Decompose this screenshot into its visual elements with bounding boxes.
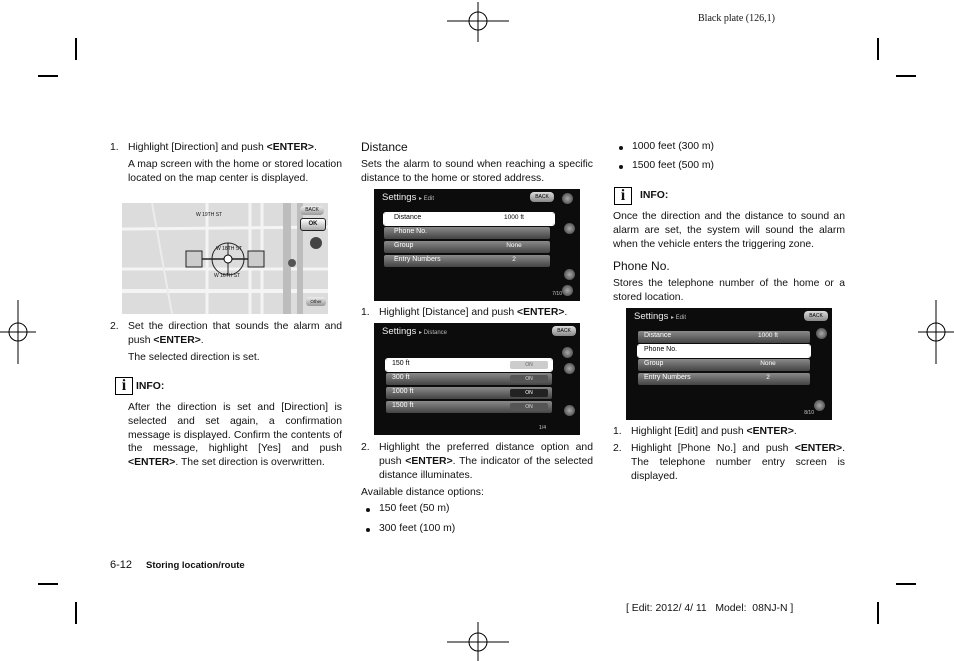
distance-option-item: 1000 feet (300 m): [632, 141, 715, 152]
crop-mark: [877, 602, 879, 624]
edit-info: [ Edit: 2012/ 4/ 11 Model: 08NJ-N ]: [626, 603, 794, 614]
plate-label: Black plate (126,1): [698, 13, 775, 24]
section-footer: Storing location/route: [146, 560, 245, 571]
col1-info-text: After the direction is set and [Direction] is selected and set again, a confirmation message is displayed. Confirm the contents of the message, highlight [Yes] and push <ENTER>. The set direction is overwritten.: [128, 402, 342, 469]
section-heading-distance: Distance: [361, 140, 408, 154]
menu-row-group[interactable]: Group None: [638, 359, 810, 371]
distance-option-item: 150 feet (50 m): [379, 503, 450, 514]
menu-row-entry-numbers[interactable]: Entry Numbers 2: [384, 255, 550, 267]
option-row-300ft[interactable]: 300 ft ON: [386, 373, 552, 385]
scroll-up-icon[interactable]: [816, 328, 827, 339]
page-indicator: 8/10: [804, 410, 814, 416]
scroll-up-icon[interactable]: [564, 363, 575, 374]
menu-row-group[interactable]: Group None: [384, 241, 550, 253]
menu-row-distance[interactable]: Distance 1000 ft: [384, 213, 554, 225]
map-street-label: W 16TH ST: [214, 273, 241, 279]
scroll-down-icon[interactable]: [564, 269, 575, 280]
back-button[interactable]: BACK: [552, 326, 576, 336]
screen-title: Settings ▸ Distance: [382, 326, 447, 337]
scroll-up-icon[interactable]: [562, 193, 573, 204]
info-icon: i: [115, 377, 133, 395]
section-heading-phone: Phone No.: [613, 259, 670, 273]
info-label: INFO:: [136, 381, 165, 392]
crop-mark: [877, 38, 879, 60]
col3-step2: 2. Highlight [Phone No.] and push <ENTER>. The telephone number entry screen is displayed.: [613, 443, 845, 482]
registration-mark-right: [918, 300, 954, 364]
col1-step2: 2. Set the direction that sounds the alarm and push <ENTER>.: [110, 321, 342, 346]
crop-mark: [38, 583, 58, 585]
distance-options-intro: Available distance options:: [361, 487, 484, 498]
scroll-down-icon[interactable]: [562, 285, 573, 296]
phone-intro: Stores the telephone number of the home or a stored location.: [613, 278, 845, 303]
crop-mark: [38, 75, 58, 77]
scroll-up-icon[interactable]: [562, 347, 573, 358]
crop-mark: [75, 38, 77, 60]
crop-mark: [75, 602, 77, 624]
back-button[interactable]: BACK: [804, 311, 828, 321]
col3-info-text: Once the direction and the distance to sound an alarm are set, the system will sound the alarm when the vehicle enters the triggering zone.: [613, 211, 845, 250]
col3-step1: 1. Highlight [Edit] and push <ENTER>.: [613, 426, 797, 437]
menu-row-entry-numbers[interactable]: Entry Numbers 2: [638, 373, 810, 385]
page-indicator: 1/4: [539, 425, 546, 431]
back-button[interactable]: BACK: [530, 192, 554, 202]
screen-title: Settings ▸ Edit: [382, 192, 434, 203]
map-street-label: W 18TH ST: [216, 246, 243, 252]
map-other-button[interactable]: Other: [306, 297, 326, 306]
scroll-down-icon[interactable]: [564, 405, 575, 416]
col2-step2: 2. Highlight the preferred distance option and push <ENTER>. The indicator of the selected distance illuminates.: [361, 442, 594, 481]
scroll-up-icon[interactable]: [564, 223, 575, 234]
col2-step1: 1. Highlight [Distance] and push <ENTER>.: [361, 307, 568, 318]
map-ok-button[interactable]: OK: [300, 218, 326, 231]
distance-intro: Sets the alarm to sound when reaching a specific distance to the home or stored address.: [361, 159, 593, 184]
settings-edit-screen: [626, 308, 832, 420]
distance-option-item: 300 feet (100 m): [379, 523, 456, 534]
registration-mark-left: [0, 300, 36, 364]
info-label: INFO:: [640, 190, 669, 201]
col1-step2-desc: The selected direction is set.: [128, 352, 260, 363]
settings-edit-screen: [374, 189, 580, 301]
page-indicator: 7/10: [552, 291, 562, 297]
menu-row-phone[interactable]: Phone No.: [384, 227, 550, 239]
direction-map-screen: [122, 203, 328, 314]
info-icon: i: [614, 187, 632, 205]
menu-row-distance[interactable]: Distance 1000 ft: [638, 331, 810, 343]
screen-title: Settings ▸ Edit: [634, 311, 686, 322]
page-number: 6-12: [110, 559, 133, 571]
registration-mark-top: [447, 2, 509, 42]
settings-distance-screen: [374, 323, 580, 435]
crop-mark: [896, 583, 916, 585]
scroll-down-icon[interactable]: [814, 400, 825, 411]
option-row-150ft[interactable]: 150 ft ON: [386, 359, 552, 371]
map-back-button[interactable]: BACK: [300, 206, 324, 215]
distance-option-item: 1500 feet (500 m): [632, 160, 715, 171]
crop-mark: [896, 75, 916, 77]
col1-step1: 1. Highlight [Direction] and push <ENTER>.: [110, 142, 317, 153]
menu-row-phone[interactable]: Phone No.: [638, 345, 810, 357]
option-row-1500ft[interactable]: 1500 ft ON: [386, 401, 552, 413]
col1-step1-desc: A map screen with the home or stored location located on the map center is displayed.: [128, 159, 342, 184]
option-row-1000ft[interactable]: 1000 ft ON: [386, 387, 552, 399]
registration-mark-bottom: [447, 622, 509, 661]
map-street-label: W 19TH ST: [196, 212, 223, 218]
